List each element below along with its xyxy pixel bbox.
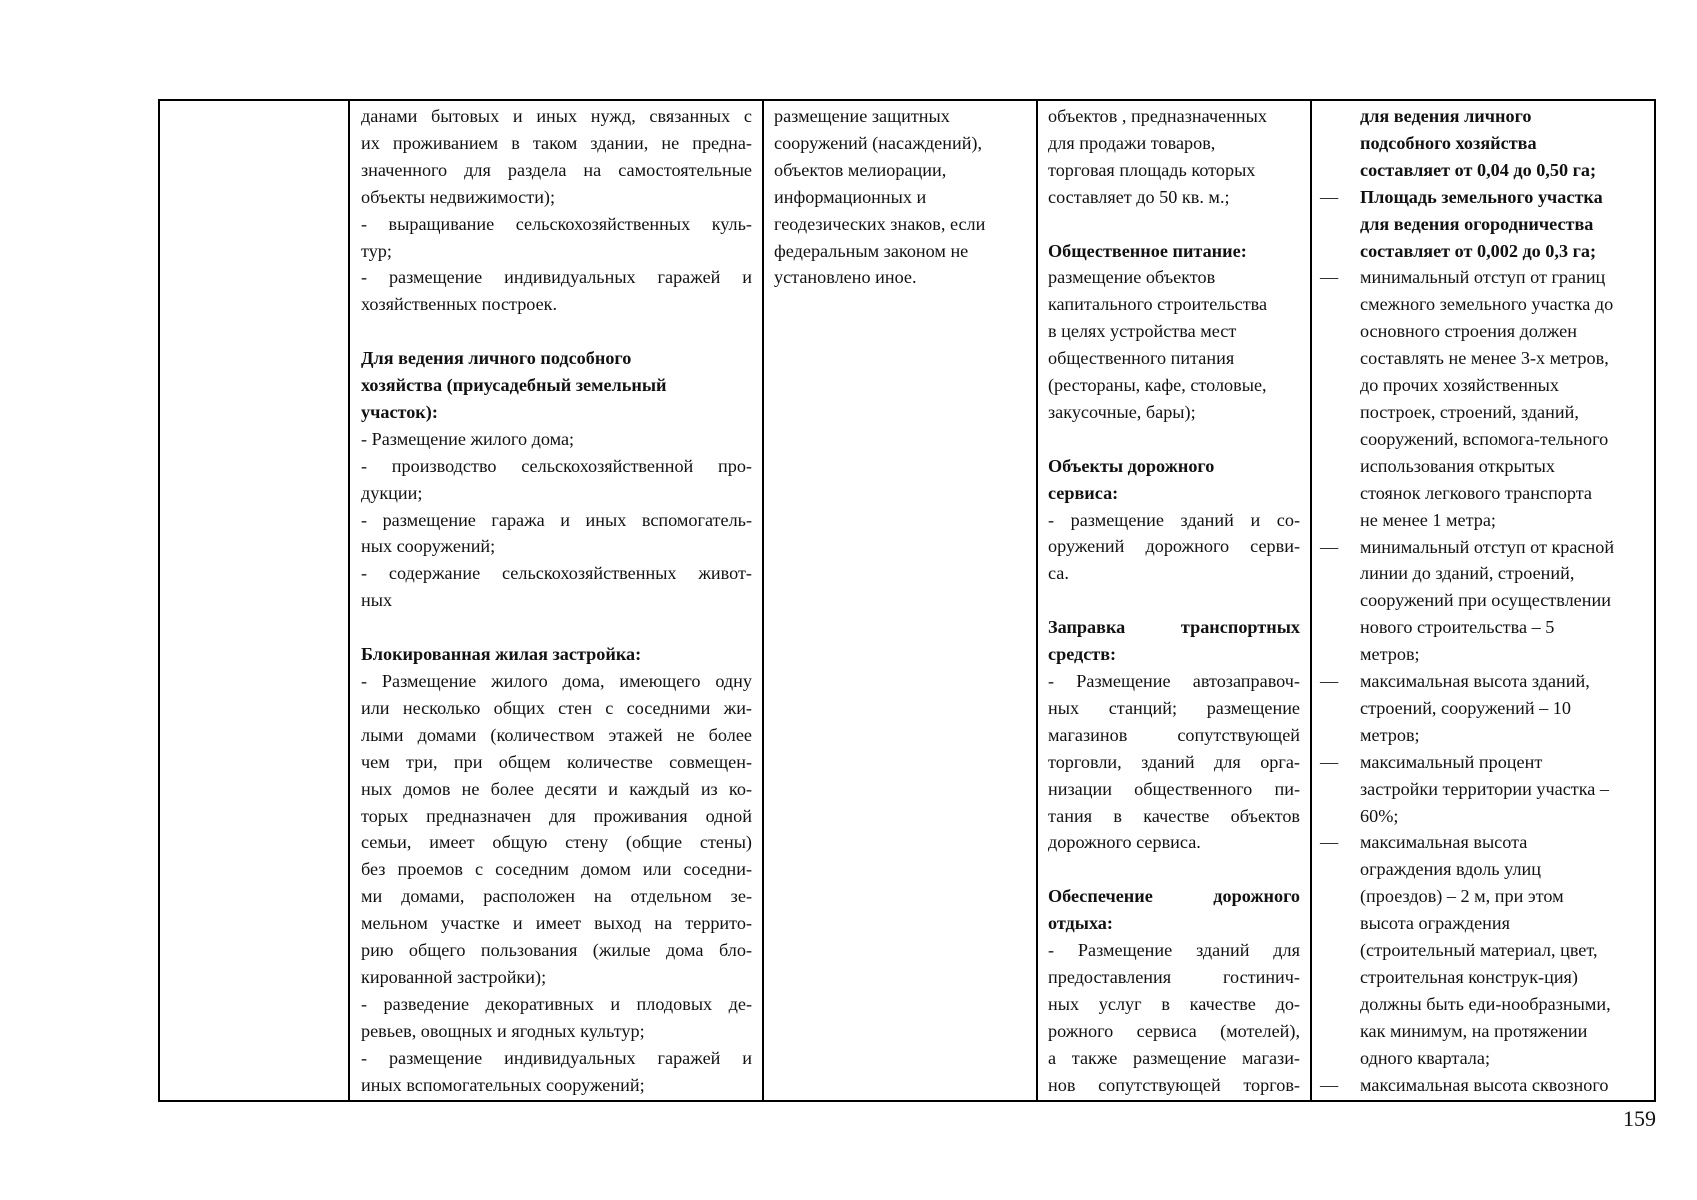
column-line: [1320, 722, 1646, 749]
bullet-dash: —: [1320, 751, 1339, 772]
column-line: [1320, 1072, 1646, 1099]
column-line: торых предназначен для проживания одной: [361, 805, 752, 826]
column-line-text: (проездов) – 2 м, при этом: [1360, 886, 1564, 907]
column-line-text: подсобного хозяйства: [1360, 132, 1537, 153]
column-line-text: сооружений при осуществлении: [1360, 590, 1611, 611]
bullet-dash: —: [1320, 267, 1339, 288]
column-line: объекты недвижимости);: [361, 186, 556, 207]
column-line: ных станций; размещение: [1048, 697, 1300, 718]
column-line: - разведение декоративных и плодовых де-: [361, 993, 752, 1014]
column-line: [1320, 372, 1646, 399]
column-line: [1320, 534, 1646, 561]
column-line: [1320, 883, 1646, 910]
column-line-text: должны быть еди-нообразными,: [1360, 993, 1611, 1014]
column-line-text: для ведения личного: [1360, 106, 1532, 126]
column-line: са.: [1048, 563, 1069, 584]
column-line-text: сооружений, вспомога-тельного: [1360, 428, 1609, 449]
column-line: [1320, 749, 1646, 776]
column-line: сооружений (насаждений),: [774, 132, 983, 153]
column-line: данами бытовых и иных нужд, связанных с: [361, 106, 752, 126]
table-column-5: [1312, 101, 1654, 1100]
column-line: закусочные, бары);: [1048, 401, 1196, 422]
column-line-text: минимальный отступ от границ: [1360, 267, 1606, 288]
column-line: составляет до 50 кв. м.;: [1048, 186, 1230, 207]
column-line: магазинов сопутствующей: [1048, 724, 1300, 745]
column-line-text: не менее 1 метра;: [1360, 509, 1496, 530]
column-line: - размещение индивидуальных гаражей и: [361, 1047, 752, 1068]
column-line: [1320, 964, 1646, 991]
bullet-dash: —: [1320, 186, 1339, 207]
column-line-text: метров;: [1360, 724, 1420, 745]
column-line: Объекты дорожного: [1048, 455, 1215, 476]
table-column-2: [350, 101, 764, 1100]
column-line: [1320, 345, 1646, 372]
column-line: Заправка транспортных: [1048, 617, 1300, 638]
column-line-text: основного строения должен: [1360, 321, 1577, 342]
blank-line: [361, 318, 752, 345]
column-line: значенного для раздела на самостоятельные: [361, 159, 752, 180]
column-line: тания в качестве объектов: [1048, 805, 1300, 826]
column-line: общественного питания: [1048, 348, 1235, 369]
column-line-text: как минимум, на протяжении: [1360, 1020, 1588, 1041]
column-line: оружений дорожного серви-: [1048, 536, 1300, 557]
column-line-text: строений, сооружений – 10: [1360, 697, 1571, 718]
column-line: хозяйства (приусадебный земельный: [361, 375, 667, 396]
column-line-text: строительная конструк-ция): [1360, 967, 1578, 987]
column-line: [1320, 587, 1646, 614]
column-line: предоставления гостинич-: [1048, 966, 1300, 987]
column-line: [1320, 641, 1646, 668]
column-line: геодезических знаков, если: [774, 213, 986, 234]
column-line: [1320, 211, 1646, 238]
column-line: сервиса:: [1048, 482, 1119, 503]
blank-line: [1048, 856, 1300, 883]
bullet-dash: —: [1320, 671, 1339, 692]
column-line: ных: [361, 590, 393, 611]
column-line: [1320, 184, 1646, 211]
column-line-text: максимальная высота сквозного: [1360, 1074, 1609, 1095]
column-line: их проживанием в таком здании, не предна-: [361, 132, 752, 153]
column-line-text: для ведения огородничества: [1360, 213, 1594, 234]
column-line-text: стоянок легкового транспорта: [1360, 482, 1592, 503]
column-line-text: максимальная высота: [1360, 832, 1528, 853]
column-line: - размещение индивидуальных гаражей и: [361, 267, 752, 288]
column-line: ных сооружений;: [361, 536, 496, 557]
bullet-dash: —: [1320, 832, 1339, 853]
column-line: размещение объектов: [1048, 267, 1216, 288]
column-line: [1320, 856, 1646, 883]
column-line: тур;: [361, 240, 392, 261]
column-line-text: составляет от 0,002 до 0,3 га;: [1360, 240, 1597, 261]
column-line: [1320, 614, 1646, 641]
column-line: - Размещение зданий для: [1048, 940, 1300, 961]
column-line: - размещение зданий и со-: [1048, 509, 1300, 530]
column-line-text: составлять не менее 3-х метров,: [1360, 348, 1609, 369]
column-line-text: одного квартала;: [1360, 1047, 1491, 1068]
column-line: - размещение гаража и иных вспомогатель-: [361, 509, 752, 530]
column-line-text: Площадь земельного участка: [1360, 186, 1603, 207]
column-line: а также размещение магази-: [1048, 1047, 1300, 1068]
column-line-text: высота ограждения: [1360, 913, 1510, 934]
column-line: ревьев, овощных и ягодных культур;: [361, 1020, 645, 1041]
column-line: без проемов с соседним домом или соседни-: [361, 859, 752, 880]
blank-line: [361, 614, 752, 641]
table-column-4: [1038, 101, 1312, 1100]
column-line: [1320, 668, 1646, 695]
column-line: [1320, 130, 1646, 157]
column-line-text: составляет от 0,04 до 0,50 га;: [1360, 159, 1597, 180]
column-line: дукции;: [361, 482, 423, 503]
column-line-text: максимальная высота зданий,: [1360, 671, 1590, 692]
column-line: средств:: [1048, 644, 1117, 665]
column-line: объектов , предназначенных: [1048, 106, 1267, 126]
column-line: ных домов не более десяти и каждый из ко-: [361, 778, 752, 799]
column-line: для продажи товаров,: [1048, 132, 1216, 153]
column-line-text: метров;: [1360, 644, 1420, 665]
column-line: отдыха:: [1048, 913, 1113, 934]
column-line: [1320, 560, 1646, 587]
column-line-text: 60%;: [1360, 805, 1399, 826]
column-line: [1320, 426, 1646, 453]
column-line: [1320, 991, 1646, 1018]
column-line-text: линии до зданий, строений,: [1360, 563, 1575, 584]
column-line: или несколько общих стен с соседними жи-: [361, 697, 752, 718]
column-line: [1320, 238, 1646, 265]
column-line: установлено иное.: [774, 267, 917, 288]
column-line: Обеспечение дорожного: [1048, 886, 1300, 907]
column-line-text: минимальный отступ от красной: [1360, 536, 1615, 557]
column-line: [1320, 291, 1646, 318]
column-line: Для ведения личного подсобного: [361, 348, 632, 369]
column-line-text: застройки территории участка –: [1360, 778, 1609, 799]
table-column-1: [160, 101, 350, 1100]
column-line: лыми домами (количеством этажей не более: [361, 724, 752, 745]
column-line: [1320, 318, 1646, 345]
column-line: [1320, 453, 1646, 480]
column-line: [1320, 157, 1646, 184]
column-line: [1320, 910, 1646, 937]
column-line: [1320, 264, 1646, 291]
column-line: Общественное питание:: [1048, 240, 1247, 261]
column-line: (рестораны, кафе, столовые,: [1048, 375, 1267, 396]
column-line: хозяйственных построек.: [361, 294, 558, 315]
column-line: [1320, 507, 1646, 534]
column-line-text: (строительный материал, цвет,: [1360, 940, 1598, 961]
column-line: - Размещение жилого дома, имеющего одну: [361, 671, 752, 691]
column-line: иных вспомогательных сооружений;: [361, 1074, 645, 1095]
column-line: размещение защитных: [774, 106, 950, 126]
page-number: 159: [1623, 1106, 1656, 1131]
regulations-table: [158, 99, 1656, 1102]
column-line: [1320, 829, 1646, 856]
column-line: - выращивание сельскохозяйственных куль-: [361, 213, 752, 234]
column-line: [1320, 937, 1646, 964]
column-line: кированной застройки);: [361, 966, 547, 987]
column-line: информационных и: [774, 186, 927, 207]
blank-line: [1048, 426, 1300, 453]
column-line-text: до прочих хозяйственных: [1360, 375, 1559, 396]
column-line: объектов мелиорации,: [774, 159, 947, 180]
column-line-text: построек, строений, зданий,: [1360, 401, 1579, 422]
column-line: торговая площадь которых: [1048, 159, 1256, 180]
bullet-dash: —: [1320, 1074, 1339, 1095]
column-line: [1320, 480, 1646, 507]
column-line: [1320, 776, 1646, 803]
column-line: чем три, при общем количестве совмещен-: [361, 751, 752, 772]
bullet-dash: —: [1320, 536, 1339, 557]
column-line-text: использования открытых: [1360, 455, 1555, 476]
column-line: рожного сервиса (мотелей),: [1048, 1020, 1300, 1041]
column-line: - производство сельскохозяйственной про-: [361, 455, 752, 476]
column-line: ных услуг в качестве до-: [1048, 993, 1300, 1014]
blank-line: [1048, 587, 1300, 614]
column-line: - Размещение автозаправоч-: [1048, 670, 1300, 691]
column-line: рию общего пользования (жилые дома бло-: [361, 940, 752, 961]
column-line: [1320, 803, 1646, 830]
column-line: низации общественного пи-: [1048, 778, 1300, 799]
column-line: Блокированная жилая застройка:: [361, 644, 642, 665]
column-line: [1320, 1045, 1646, 1072]
column-line-text: смежного земельного участка до: [1360, 294, 1614, 315]
column-line: торговли, зданий для орга-: [1048, 751, 1300, 772]
column-line: - Размещение жилого дома;: [361, 428, 575, 449]
column-line-text: нового строительства – 5: [1360, 617, 1555, 638]
column-line: [1320, 1018, 1646, 1045]
column-line: [1320, 399, 1646, 426]
column-line: ми домами, расположен на отдельном зе-: [361, 886, 752, 907]
column-line: федеральным законом не: [774, 240, 969, 261]
column-line: - содержание сельскохозяйственных живот-: [361, 563, 752, 584]
column-line: дорожного сервиса.: [1048, 832, 1201, 853]
column-line: нов сопутствующей торгов-: [1048, 1074, 1300, 1095]
column-line: капитального строительства: [1048, 294, 1268, 315]
blank-line: [1048, 211, 1300, 238]
column-line-text: ограждения вдоль улиц: [1360, 859, 1541, 880]
column-line: в целях устройства мест: [1048, 321, 1237, 342]
table-column-3: [764, 101, 1038, 1100]
column-line: участок):: [361, 401, 438, 422]
column-line: мельном участке и имеет выход на террито-: [361, 913, 752, 934]
column-line-text: максимальный процент: [1360, 751, 1543, 772]
column-line: [1320, 695, 1646, 722]
column-line: [1320, 103, 1646, 130]
column-line: семьи, имеет общую стену (общие стены): [361, 832, 752, 853]
